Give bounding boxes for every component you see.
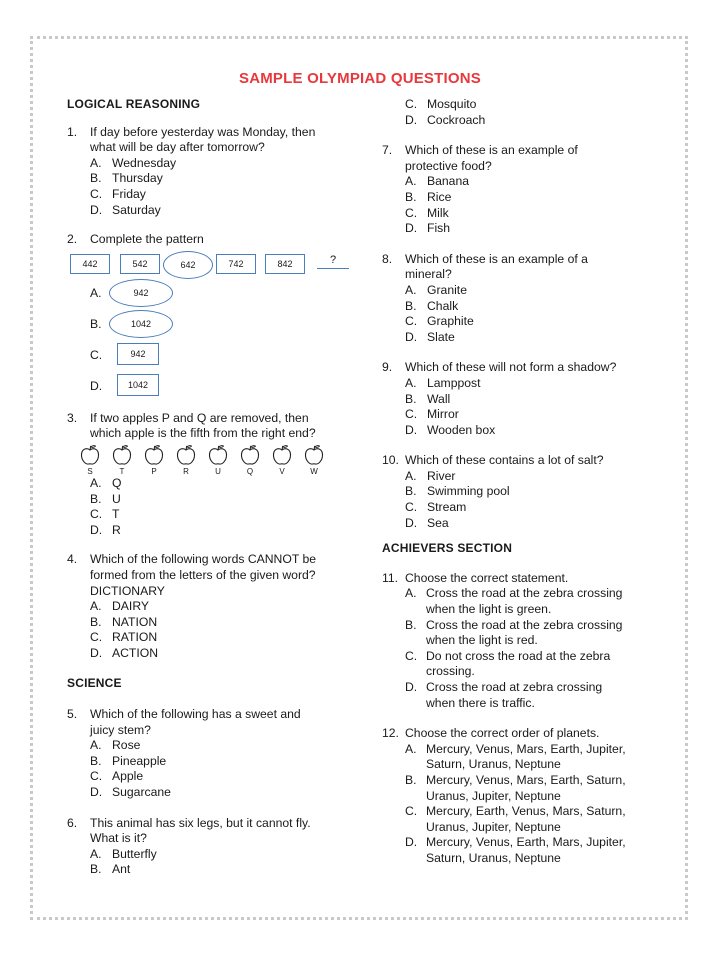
option: D. R bbox=[90, 522, 121, 537]
question-text: mineral? bbox=[405, 267, 452, 282]
page-title: SAMPLE OLYMPIAD QUESTIONS bbox=[239, 70, 481, 87]
apple-row bbox=[65, 442, 357, 476]
option: C. T bbox=[90, 507, 120, 522]
option: B. U bbox=[90, 491, 121, 506]
missing-term-blank: ? bbox=[317, 252, 349, 269]
question-text: what will be day after tomorrow? bbox=[90, 140, 265, 155]
question-number: 9. bbox=[382, 360, 393, 375]
option: D. ACTION bbox=[90, 645, 159, 660]
apple-label: T bbox=[119, 466, 125, 476]
question-text: Choose the correct statement. bbox=[405, 570, 569, 585]
option: D. 1042 bbox=[67, 371, 357, 402]
option: A. Q bbox=[90, 475, 122, 490]
question-10 bbox=[382, 453, 657, 531]
option: C. Apple bbox=[90, 769, 144, 784]
option: B. NATION bbox=[90, 614, 158, 629]
option: C. Graphite bbox=[405, 314, 474, 329]
question-text: juicy stem? bbox=[90, 722, 151, 737]
question-text: Complete the pattern bbox=[90, 232, 204, 247]
pattern-box: 542 bbox=[120, 254, 160, 274]
option: B. Mercury, Venus, Mars, Earth, Saturn, Uranus, Jupiter, Neptune bbox=[405, 772, 626, 803]
apple-label: S bbox=[87, 466, 93, 476]
section-heading-logical: LOGICAL REASONING bbox=[67, 97, 201, 111]
option: C. Stream bbox=[405, 500, 467, 515]
question-number: 10. bbox=[382, 453, 399, 468]
option: B. Wall bbox=[405, 391, 451, 406]
option: D. Cross the road at zebra crossing when there is traffic. bbox=[405, 680, 603, 710]
question-7 bbox=[382, 143, 657, 237]
question-number: 3. bbox=[67, 410, 78, 425]
question-2 bbox=[67, 232, 357, 402]
option: B. Thursday bbox=[90, 171, 163, 186]
option-box: 942 bbox=[117, 343, 159, 365]
question-6 bbox=[67, 816, 357, 878]
question-text: which apple is the fifth from the right end? bbox=[90, 426, 316, 441]
question-number: 6. bbox=[67, 815, 78, 830]
option: B. 1042 bbox=[67, 309, 357, 340]
question-text: Which of these is an example of bbox=[405, 143, 578, 158]
question-6-continued bbox=[382, 97, 657, 128]
question-number: 1. bbox=[67, 124, 78, 139]
question-text: Which of the following words CANNOT be bbox=[90, 552, 317, 567]
question-number: 5. bbox=[67, 707, 78, 722]
number-pattern bbox=[65, 248, 357, 278]
option: A. Lamppost bbox=[405, 375, 481, 390]
apple-icon bbox=[173, 444, 199, 476]
option: B. Pineapple bbox=[90, 753, 167, 768]
option: A. 942 bbox=[67, 278, 357, 309]
left-column bbox=[67, 97, 357, 878]
apple-icon bbox=[77, 444, 103, 476]
option: D. Sea bbox=[405, 515, 449, 530]
pattern-box: 842 bbox=[265, 254, 305, 274]
question-number: 8. bbox=[382, 251, 393, 266]
question-number: 12. bbox=[382, 726, 399, 741]
option: B. Rice bbox=[405, 189, 452, 204]
question-4 bbox=[67, 552, 357, 661]
option: D. Slate bbox=[405, 329, 455, 344]
question-text: Which of these will not form a shadow? bbox=[405, 360, 617, 375]
option: B. Chalk bbox=[405, 298, 459, 313]
right-column bbox=[382, 97, 657, 867]
apple-icon bbox=[237, 444, 263, 476]
question-9 bbox=[382, 360, 657, 438]
option: A. Granite bbox=[405, 282, 467, 297]
question-5 bbox=[67, 707, 357, 801]
question-3 bbox=[67, 411, 357, 539]
option: A. Butterfly bbox=[90, 846, 157, 861]
option-oval: 1042 bbox=[109, 310, 173, 338]
question-text: If day before yesterday was Monday, then bbox=[90, 124, 316, 139]
question-number: 11. bbox=[382, 570, 399, 585]
option: C. Mirror bbox=[405, 407, 459, 422]
question-text: protective food? bbox=[405, 158, 492, 173]
question-1 bbox=[67, 125, 357, 219]
question-12 bbox=[382, 726, 657, 866]
apple-label: V bbox=[279, 466, 285, 476]
apple-icon bbox=[269, 444, 295, 476]
option: A. Rose bbox=[90, 738, 141, 753]
option: D. Mercury, Venus, Earth, Mars, Jupiter, Saturn, Uranus, Neptune bbox=[405, 835, 626, 865]
question-text: If two apples P and Q are removed, then bbox=[90, 410, 309, 425]
section-heading-achievers: ACHIEVERS SECTION bbox=[382, 541, 513, 556]
apple-icon bbox=[141, 444, 167, 476]
apple-label: W bbox=[310, 466, 318, 476]
option: A. Banana bbox=[405, 174, 470, 189]
option: A. River bbox=[405, 468, 456, 483]
apple-label: U bbox=[215, 466, 221, 476]
option: D. Sugarcane bbox=[90, 785, 171, 800]
question-text: Which of these is an example of a bbox=[405, 251, 588, 266]
option: C. Mosquito bbox=[405, 97, 477, 111]
question-text: Which of the following has a sweet and bbox=[90, 707, 301, 722]
option: C. Do not cross the road at the zebra crossing. bbox=[405, 648, 611, 679]
question-number: 4. bbox=[67, 552, 78, 567]
question-number: 2. bbox=[67, 232, 78, 247]
question-text: Choose the correct order of planets. bbox=[405, 726, 600, 741]
option: A. DAIRY bbox=[90, 599, 150, 614]
option: B. Swimming pool bbox=[405, 484, 510, 499]
option: C. Milk bbox=[405, 205, 449, 220]
option: D. Wooden box bbox=[405, 422, 496, 437]
option: C. Mercury, Earth, Venus, Mars, Saturn, Uranus, Jupiter, Neptune bbox=[405, 804, 626, 834]
apple-icon bbox=[301, 444, 327, 476]
option: D. Cockroach bbox=[405, 112, 486, 127]
apple-icon bbox=[205, 444, 231, 476]
given-word: DICTIONARY bbox=[90, 583, 165, 598]
option: C. Friday bbox=[90, 186, 146, 201]
option: C. 942 bbox=[67, 340, 357, 371]
option: C. RATION bbox=[90, 630, 158, 645]
pattern-box: 442 bbox=[70, 254, 110, 274]
question-text: What is it? bbox=[90, 831, 147, 846]
pattern-oval: 642 bbox=[163, 251, 213, 279]
option-box: 1042 bbox=[117, 374, 159, 396]
pattern-box: 742 bbox=[216, 254, 256, 274]
option: B. Cross the road at the zebra crossing when the light is red. bbox=[405, 617, 623, 648]
question-text: Which of these contains a lot of salt? bbox=[405, 453, 604, 468]
apple-icon bbox=[109, 444, 135, 476]
option: A. Cross the road at the zebra crossing when the light is green. bbox=[405, 586, 623, 617]
option: A. Wednesday bbox=[90, 155, 177, 170]
question-text: This animal has six legs, but it cannot fly. bbox=[90, 815, 311, 830]
apple-label: R bbox=[183, 466, 189, 476]
apple-label: Q bbox=[246, 466, 254, 476]
question-8 bbox=[382, 252, 657, 346]
option: B. Ant bbox=[90, 862, 131, 877]
option: A. Mercury, Venus, Mars, Earth, Jupiter, Saturn, Uranus, Neptune bbox=[405, 741, 626, 772]
option: D. Fish bbox=[405, 221, 451, 236]
question-text: formed from the letters of the given word? bbox=[90, 567, 316, 582]
apple-label: P bbox=[151, 466, 157, 476]
section-heading-science: SCIENCE bbox=[67, 676, 122, 691]
question-number: 7. bbox=[382, 143, 393, 158]
option-oval: 942 bbox=[109, 279, 173, 307]
option: D. Saturday bbox=[90, 202, 161, 217]
question-11 bbox=[382, 571, 657, 711]
